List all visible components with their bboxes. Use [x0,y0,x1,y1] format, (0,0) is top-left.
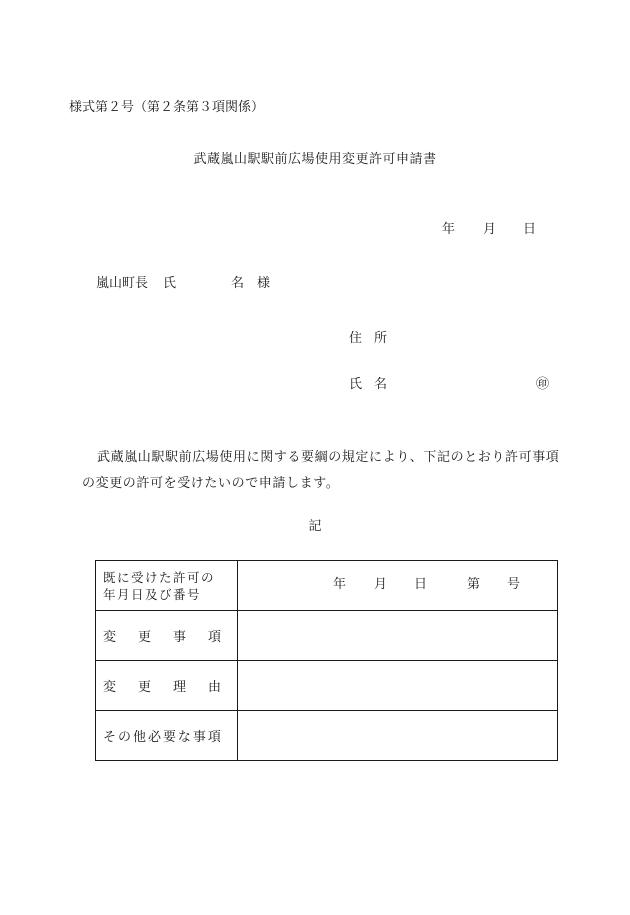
table-row-change-items [96,611,558,661]
table-row-previous-permit [96,561,558,611]
body-text-line-1: 武蔵嵐山駅駅前広場使用に関する要綱の規定により、下記のとおり許可事項 [97,450,560,465]
detail-table [95,560,558,761]
applicant-address-label: 住所 [349,331,400,346]
permit-day-label: 日 [414,576,428,592]
permit-month-label: 月 [374,576,388,592]
previous-permit-value-cell [238,561,558,611]
change-reason-value-cell [238,661,558,711]
document-title: 武蔵嵐山駅駅前広場使用変更許可申請書 [193,152,437,167]
ki-label: 記 [308,519,322,534]
seal-icon: ㊞ [536,377,550,392]
other-items-value-cell [238,711,558,761]
permit-go-label: 号 [507,576,521,592]
addressee-title: 嵐山町長 [96,276,149,291]
addressee-sama: 様 [257,276,271,291]
date-year-label: 年 [442,222,456,237]
change-items-label: 変 更 事 項 [103,630,221,645]
change-items-value-cell [238,611,558,661]
previous-permit-label [96,561,238,611]
previous-permit-date-number [238,578,557,594]
date-day-label: 日 [523,222,537,237]
other-items-label: そ の 他 必 要 な 事 項 [103,730,221,745]
permit-dai-label: 第 [467,576,481,592]
table-row-other-items [96,711,558,761]
change-reason-label-cell [96,661,238,711]
addressee-name-mark: 名 [231,276,245,291]
previous-permit-label-line-1: 既に受けた許可の [103,569,216,585]
form-number: 様式第２号（第２条第３項関係） [69,100,265,115]
permit-year-label: 年 [333,576,347,592]
previous-permit-label-line-2: 年月日及び番号 [103,586,202,602]
other-items-label-cell [96,711,238,761]
body-text-line-2: の変更の許可を受けたいので申請します。 [82,476,340,491]
change-reason-label: 変 更 理 由 [103,680,221,695]
addressee-honorific: 氏 [163,276,177,291]
applicant-name-label: 氏名 [349,377,400,392]
date-month-label: 月 [483,222,497,237]
table-row-change-reason [96,661,558,711]
change-items-label-cell [96,611,238,661]
